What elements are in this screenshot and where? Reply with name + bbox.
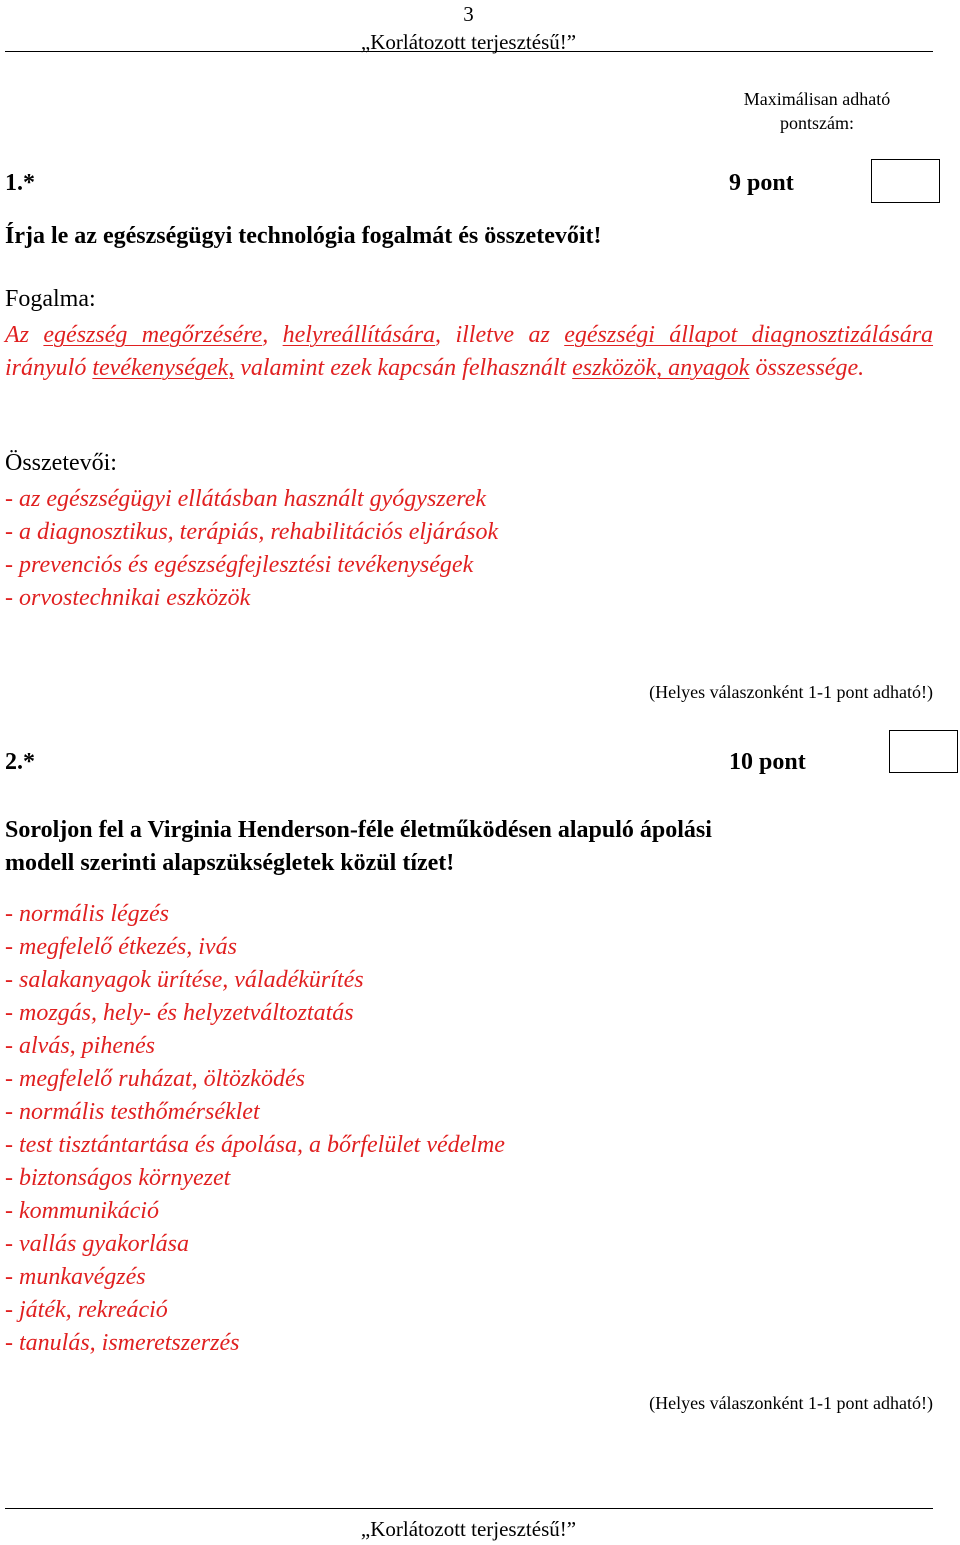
question-2-prompt-line2: modell szerinti alapszükségletek közül tízet! <box>5 850 455 876</box>
components-list <box>5 483 498 615</box>
list-item: - orvostechnikai eszközök <box>5 585 251 611</box>
question-2-number: 2.* <box>5 749 35 775</box>
list-item: - munkavégzés <box>5 1264 146 1290</box>
question-1-number: 1.* <box>5 170 35 196</box>
question-2-prompt-line1: Soroljon fel a Virginia Henderson-féle életműködésen alapuló ápolási <box>5 817 712 843</box>
list-item: - prevenciós és egészségfejlesztési tevékenységek <box>5 552 474 578</box>
max-points-label-line2: pontszám: <box>780 113 854 133</box>
definition-part: tevékenységek, <box>92 355 235 381</box>
question-2-points: 10 pont <box>729 749 806 775</box>
components-label: Összetevői: <box>5 450 117 476</box>
definition-label: Fogalma: <box>5 286 96 312</box>
question-1-prompt: Írja le az egészségügyi technológia fogalmát és összetevőit! <box>5 223 602 249</box>
question-2-points-note: (Helyes válaszonként 1-1 pont adható!) <box>649 1393 933 1413</box>
header-rule <box>5 51 933 52</box>
question-2-score-box[interactable] <box>889 730 958 773</box>
list-item: - alvás, pihenés <box>5 1033 155 1059</box>
definition-part: egészségi állapot diagnosztizálására <box>564 322 934 348</box>
list-item: - normális testhőmérséklet <box>5 1099 260 1125</box>
list-item: - test tisztántartása és ápolása, a bőrfelület védelme <box>5 1132 505 1158</box>
definition-part: , <box>262 322 269 348</box>
header-title: „Korlátozott terjesztésű!” <box>360 30 577 54</box>
question-1-score-box[interactable] <box>871 159 940 203</box>
definition-part: eszközök, anyagok <box>572 355 750 381</box>
definition-part: helyreállítására <box>282 322 436 348</box>
list-item: - játék, rekreáció <box>5 1297 168 1323</box>
footer-rule <box>5 1508 933 1509</box>
definition-text <box>5 319 933 385</box>
definition-part: irányuló <box>5 355 87 381</box>
question-1-points: 9 pont <box>729 170 794 196</box>
question-2-prompt <box>5 814 712 880</box>
list-item: - megfelelő ruházat, öltözködés <box>5 1066 305 1092</box>
max-points-label-line1: Maximálisan adható <box>743 89 891 109</box>
definition-part: , illetve az <box>435 322 550 348</box>
list-item: - normális légzés <box>5 901 169 927</box>
list-item: - tanulás, ismeretszerzés <box>5 1330 240 1356</box>
list-item: - a diagnosztikus, terápiás, rehabilitációs eljárások <box>5 519 499 545</box>
max-points-label <box>700 87 934 135</box>
page-number: 3 <box>463 2 474 26</box>
answers-list <box>5 898 505 1360</box>
list-item: - az egészségügyi ellátásban használt gyógyszerek <box>5 486 487 512</box>
question-1-points-note: (Helyes válaszonként 1-1 pont adható!) <box>649 682 933 702</box>
list-item: - vallás gyakorlása <box>5 1231 189 1257</box>
definition-part: összessége. <box>755 355 865 381</box>
definition-part: egészség megőrzésére <box>43 322 263 348</box>
list-item: - mozgás, hely- és helyzetváltoztatás <box>5 1000 354 1026</box>
definition-part: Az <box>5 322 29 348</box>
list-item: - megfelelő étkezés, ivás <box>5 934 237 960</box>
definition-part: valamint ezek kapcsán felhasznált <box>240 355 567 381</box>
footer-title: „Korlátozott terjesztésű!” <box>360 1517 577 1541</box>
list-item: - biztonságos környezet <box>5 1165 231 1191</box>
list-item: - kommunikáció <box>5 1198 159 1224</box>
list-item: - salakanyagok ürítése, váladékürítés <box>5 967 364 993</box>
